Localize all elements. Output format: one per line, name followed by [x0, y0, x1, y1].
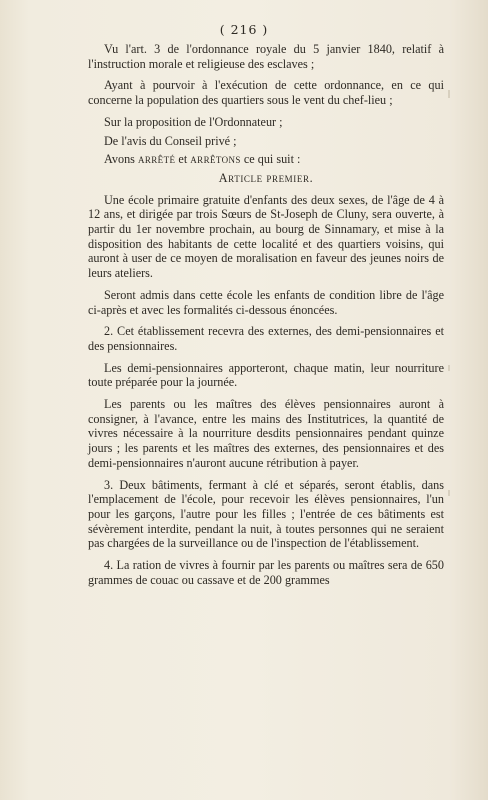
paragraph-parents: Les parents ou les maîtres des élèves pensionnaires auront à consigner, à l'avance, entre les mains des Institutrices, la quantité de vivres nécessaire à la nourriture desdits pensionnaires pendant quinze jours ; les parents et les maîtres des externes, des pensionnaires et des demi-pensionnaires n'auront aucune rétribution à payer. — [88, 397, 444, 470]
paragraph-avis: De l'avis du Conseil privé ; — [104, 133, 237, 148]
paragraph-sur: Sur la proposition de l'Ordonnateur ; — [104, 114, 283, 129]
paragraph-article-4: 4. La ration de vivres à fournir par les parents ou maîtres sera de 650 grammes de couac ou cassave et de 200 grammes — [88, 558, 444, 587]
page-edge-mark — [448, 90, 450, 98]
page-number: ( 216 ) — [219, 22, 269, 37]
paragraph-avons — [88, 152, 444, 167]
avons-et: et — [178, 152, 188, 167]
avons-arretons: arrêtons — [190, 152, 241, 167]
paragraph-article-1: Une école primaire gratuite d'enfants des deux sexes, de l'âge de 4 à 12 ans, et dirigée par trois Sœurs de St-Joseph de Cluny, sera ouverte, à partir du 1er novembre prochain, au bourg de Sinnamary, et mise à la disposition des habitants de cette localité et des quartiers voisins, qui auront à user de ce moyen de moralisation en faveur des jeunes noirs de leurs ateliers. — [88, 192, 444, 281]
paragraph-article-3: 3. Deux bâtiments, fermant à clé et séparés, seront établis, dans l'emplacement de l'école, pour recevoir les élèves pensionnaires, l'un pour les garçons, l'autre pour les filles ; l'entrée de ces bâtiments est sévèrement interdite, pendant la nuit, à toutes personnes qui ne seraient pas chargées de la surveillance ou de l'inspection de l'établissement. — [88, 477, 444, 551]
page-edge-mark — [448, 365, 450, 371]
article-heading: Article premier. — [218, 170, 314, 185]
avons-arrete: arrêté — [137, 152, 176, 167]
page-edge-mark — [448, 490, 450, 496]
paragraph-article-2: 2. Cet établissement recevra des externes, des demi-pensionnaires et des pensionnaires. — [88, 324, 444, 353]
body-text — [88, 42, 444, 595]
avons-tail: ce qui suit : — [243, 152, 301, 167]
paragraph-ayant: Ayant à pourvoir à l'exécution de cette ordonnance, en ce qui concerne la population des quartiers sous le vent du chef-lieu ; — [88, 78, 444, 108]
avons-lead: Avons — [104, 152, 135, 167]
paragraph-demi-pensionnaires: Les demi-pensionnaires apporteront, chaque matin, leur nourriture toute préparée pour la journée. — [88, 360, 444, 390]
paragraph-vu: Vu l'art. 3 de l'ordonnance royale du 5 janvier 1840, relatif à l'instruction morale et religieuse des esclaves ; — [88, 42, 444, 71]
paragraph-admission: Seront admis dans cette école les enfants de condition libre de l'âge ci-après et avec les formalités ci-dessous énoncées. — [88, 287, 444, 317]
